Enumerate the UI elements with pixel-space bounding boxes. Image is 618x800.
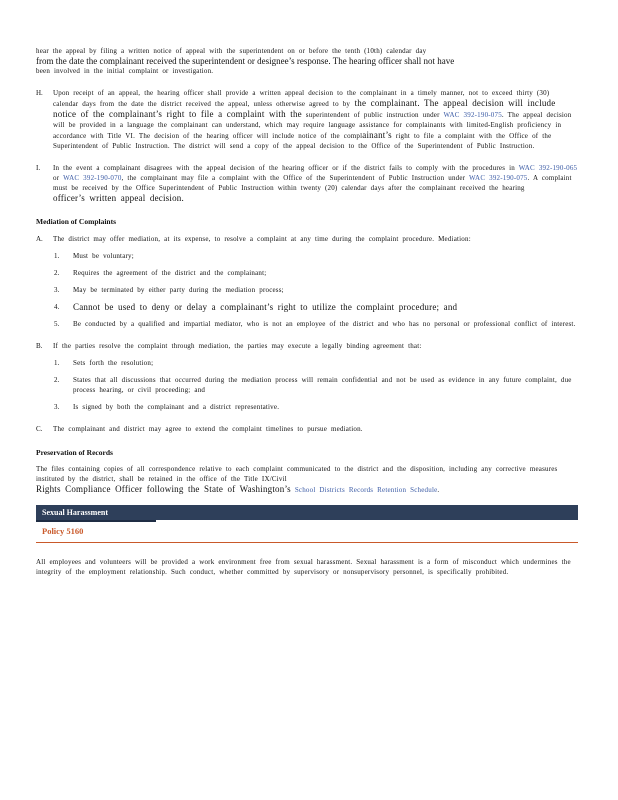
list-item (36, 319, 578, 329)
item-h-part-4: . The appeal decision will be provided in a language the complainant can understand, which may require language assistance for complainants with limited-English proficiency in accordance with Title VI. The decision of the hearing officer will include notice of the compl (53, 111, 572, 140)
item-h-text (53, 88, 578, 151)
policy-label: Policy 5160 (42, 526, 84, 536)
mediation-c-letter: C. (36, 425, 43, 433)
wac-070-link[interactable]: WAC 392-190-070 (63, 174, 122, 182)
item-i-part-2: or (53, 174, 64, 182)
item-i (36, 163, 578, 203)
list-item-number: 1. (54, 359, 60, 367)
mediation-heading: Mediation of Complaints (36, 217, 117, 226)
policy-rule (36, 542, 578, 543)
list-item-number: 2. (54, 376, 60, 384)
item-h-letter: H. (36, 89, 43, 97)
list-item (36, 285, 578, 295)
mediation-item-c (36, 424, 578, 434)
list-item-text: Must be voluntary; (73, 252, 134, 260)
wac-075-link[interactable]: WAC 392-190-075 (443, 111, 502, 119)
section-banner (36, 505, 578, 520)
preservation-part-2: Rights Compliance Officer following the State of Washington’s (36, 484, 291, 494)
list-item-text: Is signed by both the complainant and a district representative. (73, 403, 280, 411)
intro-line-1: hear the appeal by filing a written notice of appeal with the superintendent on or before the tenth (10th) calendar day (36, 47, 427, 55)
list-item-text: States that all discussions that occurred during the mediation process will remain confidential and not be used as evidence in any future complaint, due process hearing, or civil proceeding; and (73, 376, 572, 394)
item-h-part-2: the complainant. The appeal decision will include notice of the complainant’s right to file a complaint with the (53, 98, 556, 119)
banner-title: Sexual Harassment (42, 508, 108, 517)
list-item (36, 302, 578, 312)
list-item-number: 5. (54, 320, 60, 328)
intro-line-3: been involved in the initial complaint or investigation. (36, 67, 214, 75)
list-item (36, 358, 578, 368)
intro-line-2: from the date the complainant received the superintendent or designee’s response. The hearing officer shall not have (36, 56, 455, 66)
item-h-part-5: ainant’s (362, 130, 392, 140)
wac-075-link-2[interactable]: WAC 392-190-075 (469, 174, 528, 182)
mediation-item-a (36, 234, 578, 244)
mediation-b-list (36, 358, 578, 412)
list-item-text: May be terminated by either party during the mediation process; (73, 286, 284, 294)
preservation-part-3: . (437, 486, 440, 494)
list-item-text: Cannot be used to deny or delay a complainant’s right to utilize the complaint procedure; and (73, 302, 458, 312)
list-item-text: Requires the agreement of the district and the complainant; (73, 269, 267, 277)
list-item-number: 3. (54, 403, 60, 411)
list-item-number: 3. (54, 286, 60, 294)
mediation-a-list (36, 251, 578, 329)
item-i-text (53, 163, 578, 203)
list-item-number: 1. (54, 252, 60, 260)
mediation-b-text: If the parties resolve the complaint through mediation, the parties may execute a legally binding agreement that: (53, 342, 422, 350)
item-h-part-6: right to file a complaint with the Office of the Superintendent of Public Instruction. The district will send a copy of the appeal decision to the Office of the Superintendent of Public Instruction. (53, 132, 552, 150)
document-page (36, 46, 578, 577)
preservation-line-2 (36, 484, 578, 495)
item-h (36, 88, 578, 151)
item-i-part-5: officer’s written appeal decision. (53, 193, 184, 203)
mediation-a-letter: A. (36, 235, 43, 243)
item-i-part-3: , the complainant may file a complaint with the Office of the Superintendent of Public Instruction under (121, 174, 470, 182)
list-item (36, 402, 578, 412)
banner-accent (36, 520, 156, 522)
preservation-text (36, 464, 578, 495)
list-item (36, 251, 578, 261)
item-h-part-1: Upon receipt of an appeal, the hearing officer shall provide a written appeal decision to the complainant in a timely manner, not to exceed thirty (30) calendar days from the date the district received the appeal, unless otherwise agreed to by (53, 89, 550, 108)
item-i-part-4: . A complaint must be received by the Office Superintendent of Public Instruction within twenty (20) calendar days after the complainant received the hearing (53, 174, 572, 192)
wac-065-link[interactable]: WAC 392-190-065 (518, 164, 578, 172)
item-i-part-1: In the event a complainant disagrees with the appeal decision of the hearing officer or if the district fails to comply with the procedures in (53, 164, 519, 172)
list-item-number: 4. (54, 303, 60, 311)
retention-schedule-link[interactable]: School Districts Records Retention Schedule (290, 486, 438, 494)
mediation-c-text: The complainant and district may agree to extend the complaint timelines to pursue mediation. (53, 425, 363, 433)
mediation-item-b (36, 341, 578, 351)
mediation-b-letter: B. (36, 342, 43, 350)
list-item (36, 268, 578, 278)
preservation-part-1: The files containing copies of all correspondence relative to each complaint communicated to the district and the disposition, including any corrective measures instituted by the district, shall be retained in the office of the Title IX/Civil (36, 465, 558, 483)
preservation-heading: Preservation of Records (36, 448, 113, 457)
item-h-part-3: superintendent of public instruction under (301, 111, 444, 119)
closing-paragraph: All employees and volunteers will be provided a work environment free from sexual harassment. Sexual harassment is a form of misconduct which undermines the integrity of the employment relationship. Such conduct, whether committed by supervisory or nonsupervisory personnel, is specifically prohibited. (36, 558, 571, 576)
list-item-number: 2. (54, 269, 60, 277)
list-item-text: Be conducted by a qualified and impartial mediator, who is not an employee of the district and who has no personal or professional conflict of interest. (73, 320, 576, 328)
list-item (36, 375, 578, 395)
list-item-text: Sets forth the resolution; (73, 359, 154, 367)
item-i-letter: I. (36, 164, 41, 172)
mediation-a-text: The district may offer mediation, at its expense, to resolve a complaint at any time during the complaint procedure. Mediation: (53, 235, 471, 243)
